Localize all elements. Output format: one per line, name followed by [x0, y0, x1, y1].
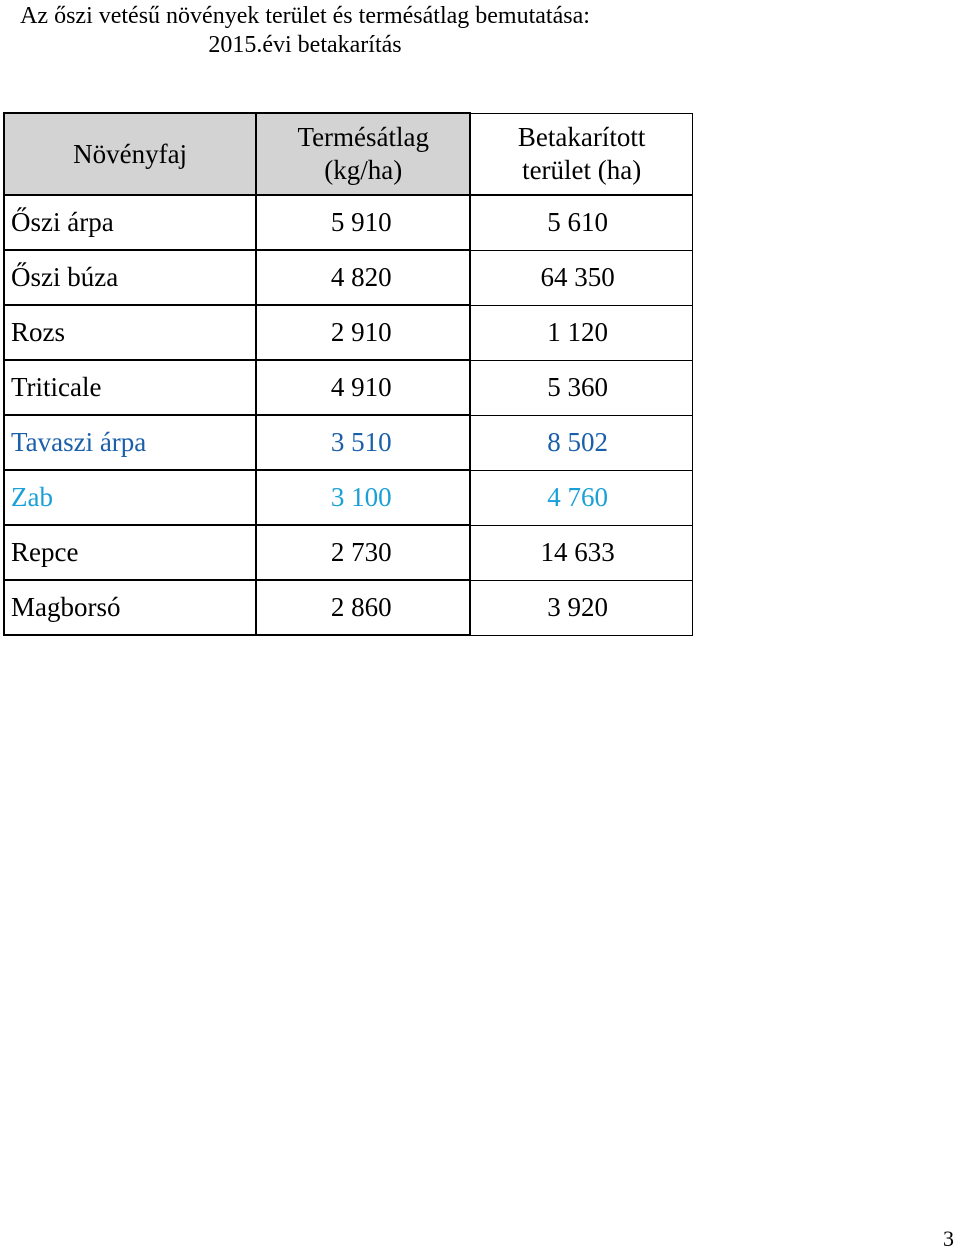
cell-crop: Rozs [4, 305, 256, 360]
cell-yield: 3 100 [256, 470, 470, 525]
title-line-2: 2015.évi betakarítás [208, 32, 402, 58]
table-row [4, 525, 693, 580]
header-crop [4, 113, 256, 195]
cell-crop: Őszi árpa [4, 195, 256, 250]
cell-area: 5 610 [470, 195, 692, 250]
header-yield-line-1: Termésátlag [297, 122, 430, 152]
cell-yield: 4 910 [256, 360, 470, 415]
cell-area: 1 120 [470, 305, 692, 360]
cell-crop: Tavaszi árpa [4, 415, 256, 470]
table-row [4, 470, 693, 525]
cell-area: 5 360 [470, 360, 692, 415]
crop-yield-table [3, 112, 693, 636]
cell-area: 14 633 [470, 525, 692, 580]
table-row [4, 305, 693, 360]
cell-yield: 3 510 [256, 415, 470, 470]
cell-yield: 2 910 [256, 305, 470, 360]
cell-yield: 5 910 [256, 195, 470, 250]
page-title [0, 2, 610, 60]
cell-crop: Repce [4, 525, 256, 580]
cell-yield: 4 820 [256, 250, 470, 305]
title-line-1: Az őszi vetésű növények terület és termésátlag bemutatása: [20, 3, 590, 29]
table-row [4, 580, 693, 635]
header-yield [256, 113, 470, 195]
header-area-line-2: terület (ha) [522, 154, 642, 185]
cell-yield: 2 860 [256, 580, 470, 635]
cell-area: 64 350 [470, 250, 692, 305]
header-yield-line-2: (kg/ha) [324, 155, 403, 185]
page-number: 3 [943, 1226, 954, 1251]
cell-crop: Zab [4, 470, 256, 525]
table-row [4, 250, 693, 305]
cell-area: 4 760 [470, 470, 692, 525]
cell-area: 3 920 [470, 580, 692, 635]
header-crop-label: Növényfaj [73, 138, 188, 169]
table-row [4, 415, 693, 470]
header-area [470, 113, 692, 195]
table-row [4, 360, 693, 415]
header-area-line-1: Betakarított [517, 121, 646, 152]
cell-area: 8 502 [470, 415, 692, 470]
table-header-row [4, 113, 693, 195]
cell-crop: Magborsó [4, 580, 256, 635]
cell-crop: Triticale [4, 360, 256, 415]
cell-crop: Őszi búza [4, 250, 256, 305]
cell-yield: 2 730 [256, 525, 470, 580]
table-row [4, 195, 693, 250]
